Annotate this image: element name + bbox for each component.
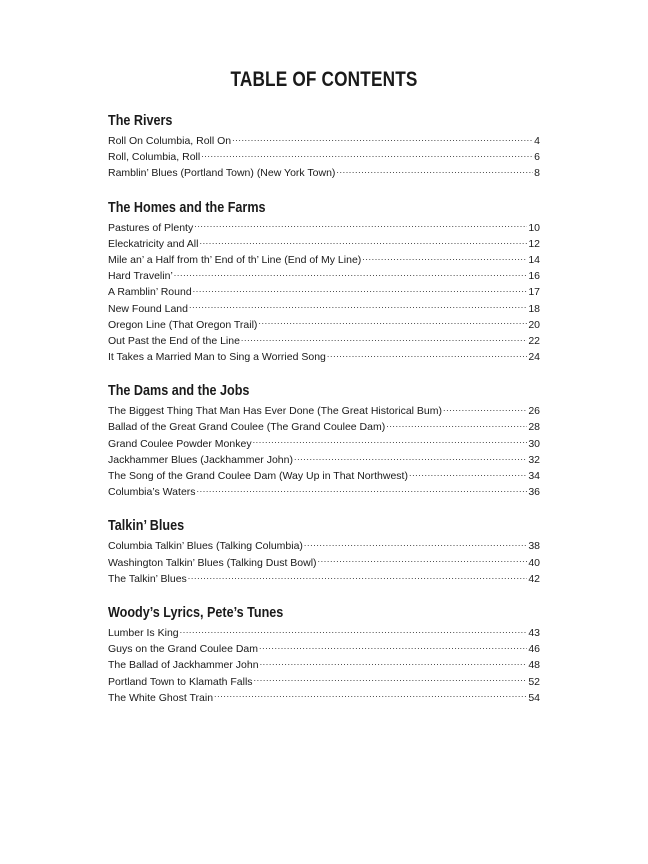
toc-entry xyxy=(108,538,540,554)
toc-entry xyxy=(108,468,540,484)
entry-title: New Found Land xyxy=(108,302,188,315)
entry-title: The Biggest Thing That Man Has Ever Done (The Great Historical Bum) xyxy=(108,405,443,418)
entry-title: It Takes a Married Man to Sing a Worried Song xyxy=(108,351,326,364)
entry-page-number: 16 xyxy=(528,270,540,283)
dot-leader xyxy=(253,437,528,447)
entry-page-number: 22 xyxy=(528,334,540,347)
toc-entry xyxy=(108,133,540,149)
entry-page-number: 28 xyxy=(528,421,540,434)
entry-page-number: 24 xyxy=(528,351,540,364)
section-heading: The Dams and the Jobs xyxy=(108,382,250,400)
entry-title: The White Ghost Train xyxy=(108,691,214,704)
entry-title: A Ramblin’ Round xyxy=(108,286,192,299)
entry-title: Oregon Line (That Oregon Trail) xyxy=(108,318,258,331)
toc-entry xyxy=(108,403,540,419)
toc-entry xyxy=(108,236,540,252)
entry-page-number: 12 xyxy=(528,237,540,250)
entry-title: Pastures of Plenty xyxy=(108,221,194,234)
entry-page-number: 17 xyxy=(528,286,540,299)
table-of-contents xyxy=(108,112,540,723)
dot-leader xyxy=(241,334,527,344)
toc-entry xyxy=(108,641,540,657)
entry-page-number: 42 xyxy=(528,572,540,585)
section-heading: Woody’s Lyrics, Pete’s Tunes xyxy=(108,603,284,621)
toc-entry xyxy=(108,690,540,706)
dot-leader xyxy=(201,150,533,160)
entry-page-number: 36 xyxy=(528,486,540,499)
dot-leader xyxy=(294,453,527,463)
toc-entry xyxy=(108,268,540,284)
toc-entry xyxy=(108,419,540,435)
entry-page-number: 20 xyxy=(528,318,540,331)
entry-title: Mile an’ a Half from th’ End of th’ Line (End of My Line) xyxy=(108,253,362,266)
toc-section xyxy=(108,604,540,706)
entry-page-number: 34 xyxy=(528,470,540,482)
entry-page-number: 10 xyxy=(528,221,540,234)
toc-section xyxy=(108,517,540,587)
toc-entry xyxy=(108,625,540,641)
dot-leader xyxy=(188,572,528,582)
toc-entry xyxy=(108,149,540,165)
entry-title: Out Past the End of the Line xyxy=(108,334,240,347)
entry-title: Hard Travelin’ xyxy=(108,270,173,283)
entry-title: Roll On Columbia, Roll On xyxy=(108,135,232,147)
page-title: TABLE OF CONTENTS xyxy=(230,68,418,91)
toc-entry xyxy=(108,657,540,673)
entry-title: Portland Town to Klamath Falls xyxy=(108,675,253,688)
entry-page-number: 38 xyxy=(528,540,540,553)
entry-title: Roll, Columbia, Roll xyxy=(108,151,201,164)
dot-leader xyxy=(443,404,527,414)
dot-leader xyxy=(189,302,527,312)
dot-leader xyxy=(214,691,527,701)
entry-page-number: 30 xyxy=(528,437,540,450)
entry-title: Guys on the Grand Coulee Dam xyxy=(108,643,258,656)
dot-leader xyxy=(362,253,527,263)
dot-leader xyxy=(194,221,527,231)
toc-entry xyxy=(108,571,540,587)
dot-leader xyxy=(258,318,527,328)
toc-entry xyxy=(108,452,540,468)
entry-title: The Ballad of Jackhammer John xyxy=(108,659,259,672)
toc-entry xyxy=(108,220,540,236)
section-heading: Talkin’ Blues xyxy=(108,517,185,535)
dot-leader xyxy=(199,237,527,247)
entry-page-number: 4 xyxy=(534,135,540,147)
dot-leader xyxy=(254,675,528,685)
toc-section xyxy=(108,382,540,500)
toc-entry xyxy=(108,333,540,349)
section-heading: The Rivers xyxy=(108,112,173,129)
entry-title: The Talkin’ Blues xyxy=(108,572,187,585)
toc-entry xyxy=(108,284,540,300)
entry-page-number: 6 xyxy=(534,151,540,164)
entry-page-number: 54 xyxy=(528,691,540,704)
dot-leader xyxy=(197,485,528,495)
toc-entry xyxy=(108,349,540,365)
entry-page-number: 14 xyxy=(528,253,540,266)
toc-entry xyxy=(108,165,540,181)
dot-leader xyxy=(174,269,528,279)
dot-leader xyxy=(336,166,533,176)
toc-section xyxy=(108,112,540,182)
entry-page-number: 48 xyxy=(528,659,540,672)
dot-leader xyxy=(386,420,527,430)
toc-entry xyxy=(108,436,540,452)
toc-entry xyxy=(108,317,540,333)
section-heading: The Homes and the Farms xyxy=(108,198,266,216)
dot-leader xyxy=(180,626,528,636)
entry-title: Columbia Talkin’ Blues (Talking Columbia) xyxy=(108,540,303,553)
dot-leader xyxy=(409,469,527,479)
entry-title: Jackhammer Blues (Jackhammer John) xyxy=(108,453,293,466)
entry-page-number: 18 xyxy=(528,302,540,315)
dot-leader xyxy=(259,642,527,652)
toc-section xyxy=(108,199,540,366)
entry-title: Eleckatricity and All xyxy=(108,237,199,250)
entry-page-number: 8 xyxy=(534,167,540,180)
entry-title: The Song of the Grand Coulee Dam (Way Up in That Northwest) xyxy=(108,470,408,482)
entry-title: Lumber Is King xyxy=(108,626,179,639)
entry-title: Ballad of the Great Grand Coulee (The Grand Coulee Dam) xyxy=(108,421,386,434)
dot-leader xyxy=(232,134,533,144)
toc-entry xyxy=(108,484,540,500)
entry-page-number: 32 xyxy=(528,453,540,466)
toc-entry xyxy=(108,301,540,317)
entry-page-number: 46 xyxy=(528,643,540,656)
toc-entry xyxy=(108,555,540,571)
entry-page-number: 26 xyxy=(528,405,540,418)
entry-page-number: 40 xyxy=(528,556,540,569)
entry-title: Columbia’s Waters xyxy=(108,486,196,499)
entry-title: Washington Talkin’ Blues (Talking Dust Bowl) xyxy=(108,556,317,569)
dot-leader xyxy=(327,350,527,360)
entry-title: Grand Coulee Powder Monkey xyxy=(108,437,252,450)
dot-leader xyxy=(193,285,528,295)
toc-entry xyxy=(108,252,540,268)
entry-page-number: 43 xyxy=(528,626,540,639)
dot-leader xyxy=(304,539,527,549)
entry-title: Ramblin’ Blues (Portland Town) (New York Town) xyxy=(108,167,336,180)
entry-page-number: 52 xyxy=(528,675,540,688)
dot-leader xyxy=(260,658,528,668)
dot-leader xyxy=(318,556,528,566)
toc-entry xyxy=(108,674,540,690)
